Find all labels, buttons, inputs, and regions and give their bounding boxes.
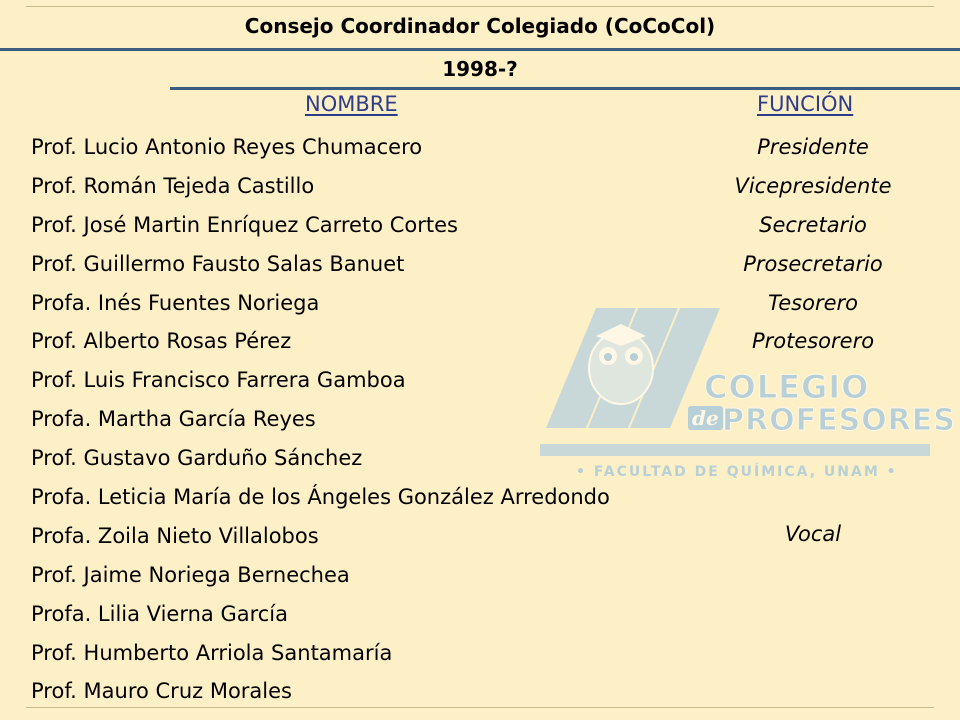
title-rule	[0, 48, 960, 51]
member-name: Prof. Alberto Rosas Pérez	[31, 329, 292, 354]
member-role-vocal: Vocal	[784, 522, 842, 546]
member-name: Prof. Román Tejeda Castillo	[31, 173, 315, 198]
member-name: Profa. Lilia Vierna García	[31, 601, 289, 626]
member-role: Presidente	[757, 135, 869, 159]
column-header-nombre: NOMBRE	[305, 92, 398, 116]
logo-text-profesores: PROFESORES	[722, 403, 956, 438]
member-role: Protesorero	[751, 329, 875, 354]
member-role: Tesorero	[768, 290, 858, 315]
member-name: Profa. Martha García Reyes	[31, 407, 316, 432]
column-header-funcion: FUNCIÓN	[757, 92, 854, 116]
logo-text-facultad: • FACULTAD DE QUÍMICA, UNAM •	[576, 464, 898, 480]
top-divider	[26, 6, 934, 7]
member-role-list	[700, 129, 926, 362]
member-role: Vicepresidente	[734, 173, 892, 198]
logo-text-colegio: COLEGIO	[704, 368, 870, 406]
member-name: Prof. Jaime Noriega Bernechea	[31, 562, 350, 587]
member-name: Profa. Zoila Nieto Villalobos	[31, 523, 319, 548]
member-name: Prof. Lucio Antonio Reyes Chumacero	[31, 135, 423, 159]
member-role: Prosecretario	[743, 251, 883, 276]
member-name: Prof. Gustavo Garduño Sánchez	[31, 446, 363, 471]
subtitle-rule	[170, 87, 960, 90]
member-name-list	[31, 129, 711, 712]
period-subtitle: 1998-?	[442, 57, 518, 81]
member-name: Prof. Mauro Cruz Morales	[31, 679, 292, 704]
member-name: Prof. Humberto Arriola Santamaría	[31, 640, 393, 665]
page-title: Consejo Coordinador Colegiado (CoCoCol)	[244, 14, 716, 38]
member-name: Prof. Luis Francisco Farrera Gamboa	[31, 368, 406, 393]
member-role: Secretario	[759, 212, 867, 237]
member-name: Profa. Leticia María de los Ángeles González Arredondo	[31, 485, 610, 510]
logo-text-de: de	[688, 406, 723, 430]
bottom-divider	[26, 707, 934, 708]
member-name: Prof. José Martin Enríquez Carreto Cortes	[31, 212, 458, 237]
member-name: Prof. Guillermo Fausto Salas Banuet	[31, 251, 405, 276]
member-name: Profa. Inés Fuentes Noriega	[31, 290, 320, 315]
